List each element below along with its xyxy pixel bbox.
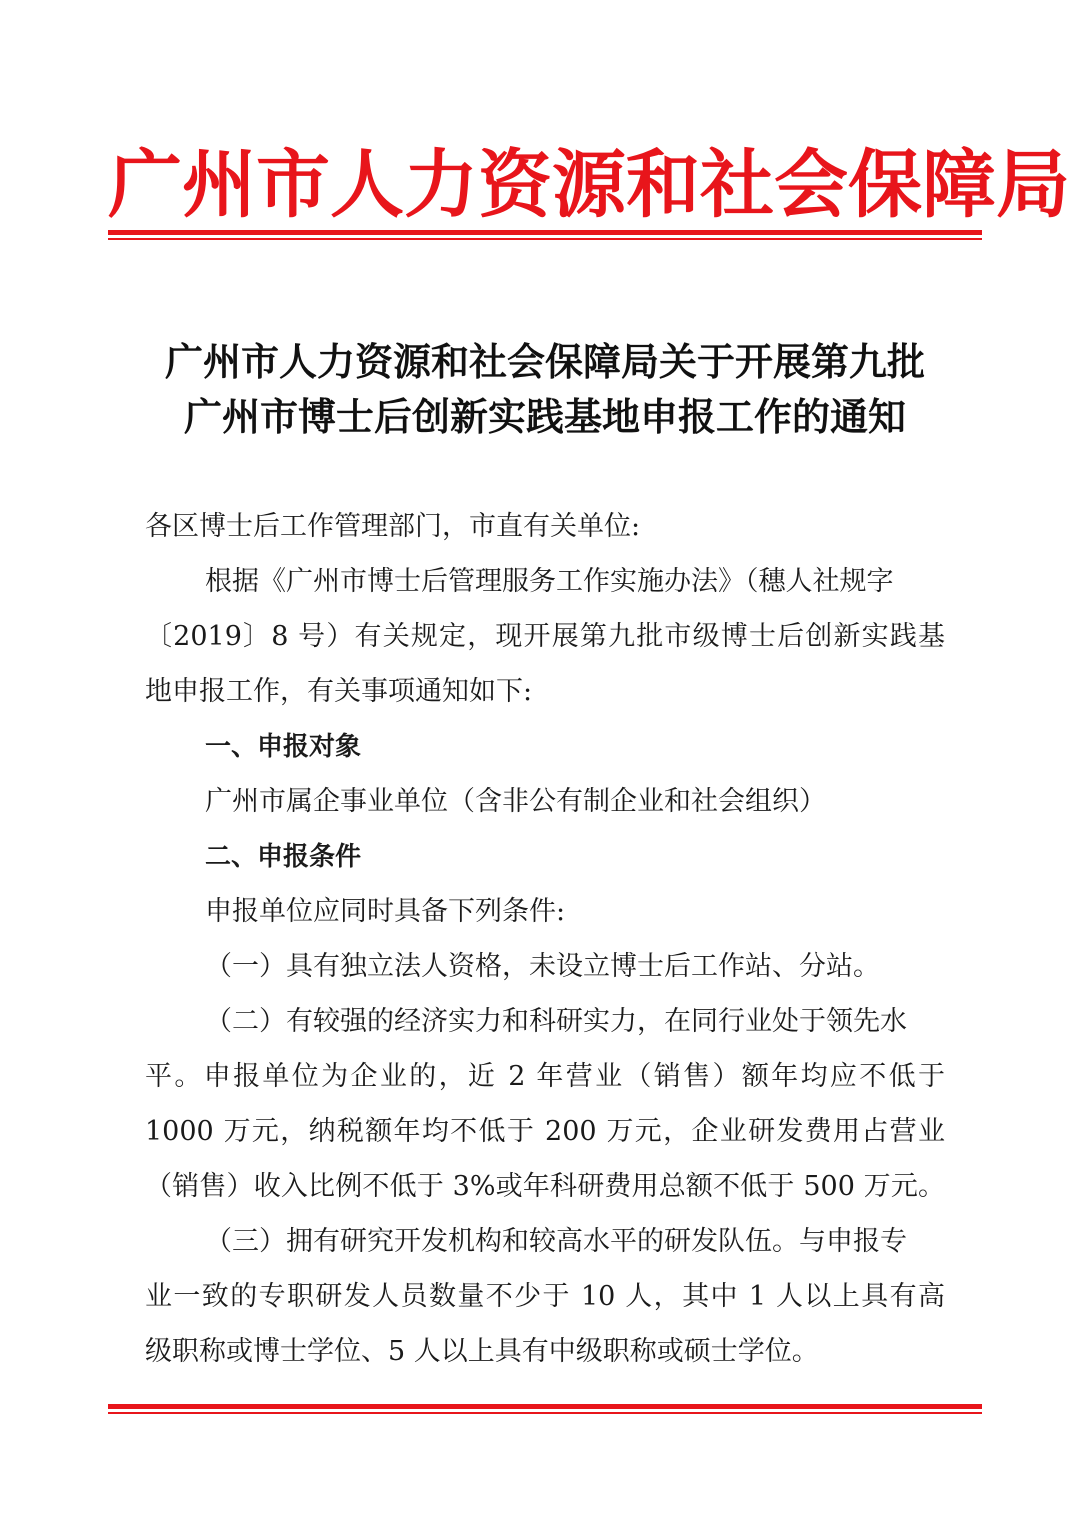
footer-rule-thick: [108, 1404, 982, 1409]
salutation: 各区博士后工作管理部门，市直有关单位:: [145, 511, 641, 542]
condition-2-line-1: （二）有较强的经济实力和科研实力，在同行业处于领先水: [205, 1006, 907, 1037]
condition-3-line-2: 业一致的专职研发人员数量不少于 10 人，其中 1 人以上具有高: [145, 1281, 945, 1312]
intro-line-3: 地申报工作，有关事项通知如下:: [145, 676, 533, 707]
footer-rule-thin: [108, 1412, 982, 1414]
document-title: [108, 334, 982, 444]
letterhead-rule-thin: [108, 238, 982, 240]
document-title-line-2: 广州市博士后创新实践基地申报工作的通知: [183, 394, 906, 439]
document-body: [145, 500, 945, 1380]
letterhead-rule-thick: [108, 230, 982, 235]
condition-1: （一）具有独立法人资格，未设立博士后工作站、分站。: [205, 951, 880, 982]
intro-line-1: 根据《广州市博士后管理服务工作实施办法》（穗人社规字: [205, 566, 894, 597]
condition-2-line-4: （销售）收入比例不低于 3%或年科研费用总额不低于 500 万元。: [145, 1171, 945, 1202]
section-1-text: 广州市属企事业单位（含非公有制企业和社会组织）: [205, 786, 826, 817]
section-1-heading: 一、申报对象: [205, 732, 362, 762]
condition-3-line-3: 级职称或博士学位、5 人以上具有中级职称或硕士学位。: [145, 1336, 819, 1367]
section-2-lead: 申报单位应同时具备下列条件:: [205, 896, 566, 927]
intro-line-2: 〔2019〕8 号）有关规定，现开展第九批市级博士后创新实践基: [145, 621, 945, 652]
condition-3-line-1: （三）拥有研究开发机构和较高水平的研发队伍。与申报专: [205, 1226, 907, 1257]
letterhead-org-name: 广州市人力资源和社会保障局: [108, 142, 1070, 228]
section-2-heading: 二、申报条件: [205, 842, 362, 872]
condition-2-line-3: 1000 万元，纳税额年均不低于 200 万元，企业研发费用占营业: [145, 1116, 945, 1147]
condition-2-line-2: 平。申报单位为企业的，近 2 年营业（销售）额年均应不低于: [145, 1061, 945, 1092]
document-title-line-1: 广州市人力资源和社会保障局关于开展第九批: [164, 339, 925, 384]
